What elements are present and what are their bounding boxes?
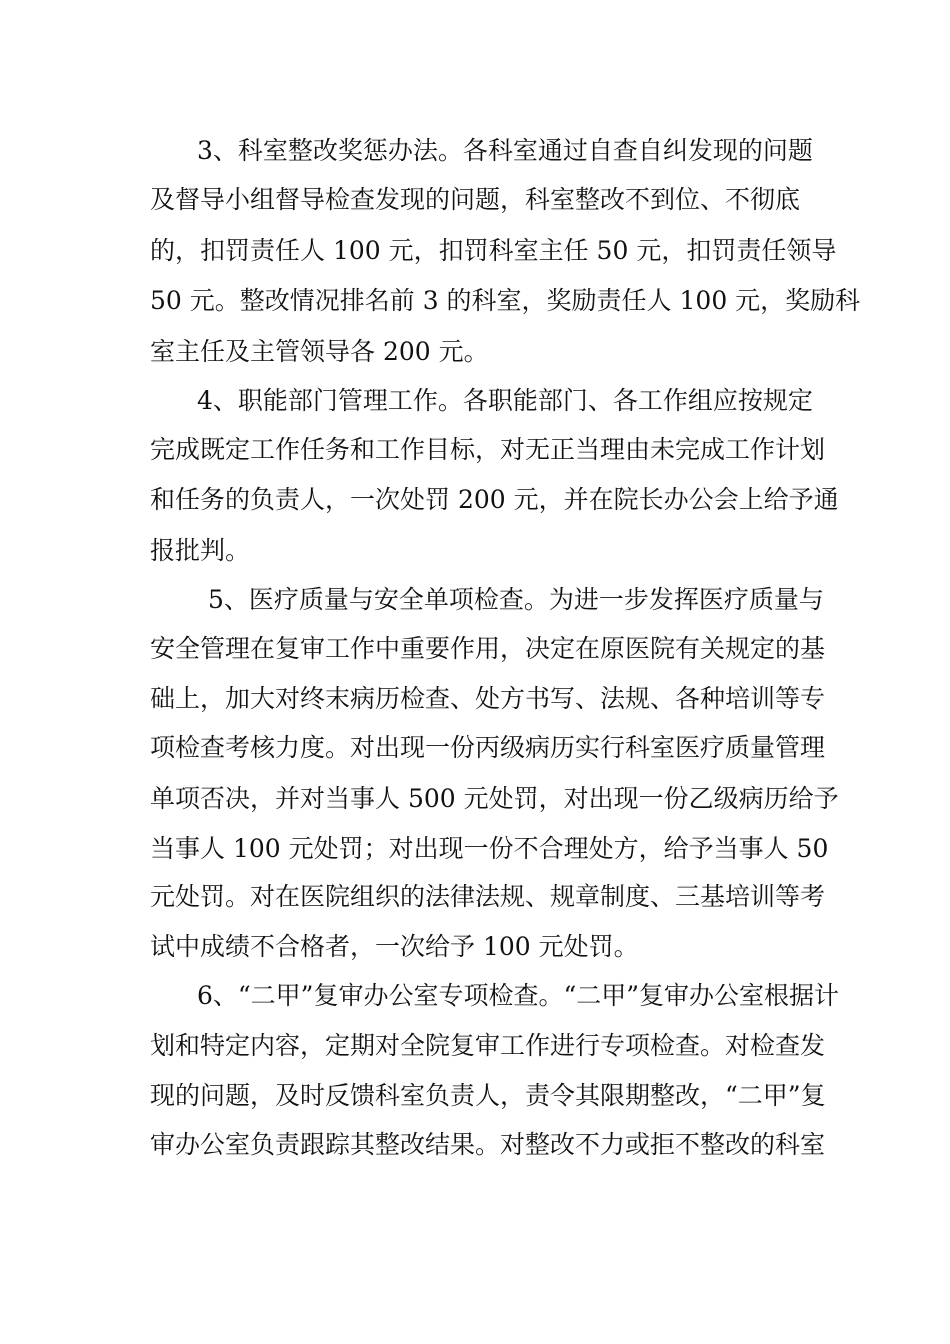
paragraph-3-line-1: 5、医疗质量与安全单项检查。为进一步发挥医疗质量与 [208, 585, 824, 614]
paragraph-3-line-7: 元处罚。对在医院组织的法律法规、规章制度、三基培训等考 [150, 882, 826, 911]
paragraph-4-line-1: 6、“二甲”复审办公室专项检查。“二甲”复审办公室根据计 [197, 981, 840, 1010]
paragraph-4-line-4: 审办公室负责跟踪其整改结果。对整改不力或拒不整改的科室 [150, 1130, 826, 1159]
paragraph-1-line-2: 及督导小组督导检查发现的问题，科室整改不到位、不彻底 [150, 185, 801, 214]
paragraph-3-line-3: 础上，加大对终末病历检查、处方书写、法规、各种培训等专 [150, 684, 826, 713]
paragraph-2-line-2: 完成既定工作任务和工作目标，对无正当理由未完成工作计划 [150, 435, 826, 464]
paragraph-3-line-4: 项检查考核力度。对出现一份丙级病历实行科室医疗质量管理 [150, 733, 826, 762]
paragraph-2-line-4: 报批判。 [150, 536, 251, 565]
paragraph-4-line-3: 现的问题，及时反馈科室负责人，责令其限期整改，“二甲”复 [150, 1081, 826, 1110]
paragraph-3-line-5: 单项否决，并对当事人 500 元处罚，对出现一份乙级病历给予 [150, 784, 839, 813]
paragraph-3-line-2: 安全管理在复审工作中重要作用，决定在原医院有关规定的基 [150, 634, 826, 663]
paragraph-4-line-2: 划和特定内容，定期对全院复审工作进行专项检查。对检查发 [150, 1031, 826, 1060]
paragraph-2-line-3: 和任务的负责人，一次处罚 200 元，并在院长办公会上给予通 [150, 485, 839, 514]
paragraph-3-line-6: 当事人 100 元处罚；对出现一份不合理处方，给予当事人 50 [150, 834, 829, 863]
paragraph-1-line-4: 50 元。整改情况排名前 3 的科室，奖励责任人 100 元，奖励科 [150, 286, 861, 315]
paragraph-1-line-3: 的，扣罚责任人 100 元，扣罚科室主任 50 元，扣罚责任领导 [150, 236, 837, 265]
paragraph-1-line-5: 室主任及主管领导各 200 元。 [150, 337, 489, 366]
paragraph-3-line-8: 试中成绩不合格者，一次给予 100 元处罚。 [150, 932, 639, 961]
paragraph-2-line-1: 4、职能部门管理工作。各职能部门、各工作组应按规定 [197, 386, 813, 415]
paragraph-1-line-1: 3、科室整改奖惩办法。各科室通过自查自纠发现的问题 [197, 136, 813, 165]
